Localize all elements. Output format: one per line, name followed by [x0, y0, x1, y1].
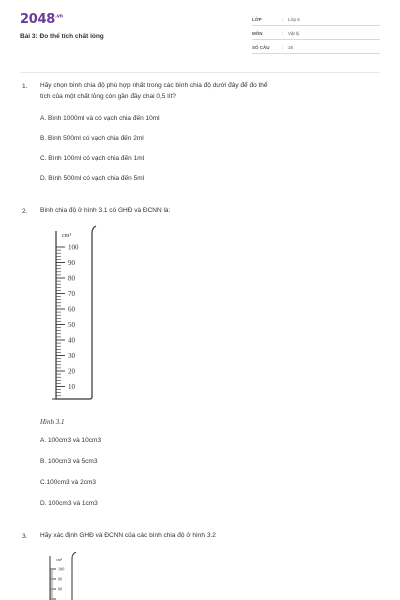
question-number: 3.	[22, 533, 28, 540]
scale-label: 80	[68, 274, 75, 283]
answer-option[interactable]: D. Bình 500ml có vạch chia đến 5ml	[40, 175, 145, 182]
scale-label: 60	[68, 305, 75, 314]
cylinder-unit-label: cm³	[56, 557, 63, 562]
worksheet-header	[0, 0, 400, 70]
scale-label: 30	[68, 351, 75, 360]
scale-label: 10	[68, 382, 75, 391]
cylinder-unit-label: cm³	[62, 233, 72, 239]
cylinder-scale-labels	[58, 566, 64, 591]
scale-label: 70	[68, 289, 75, 298]
answer-option[interactable]: C.100cm3 và 2cm3	[40, 479, 96, 486]
logo-tld: .vn	[54, 13, 63, 20]
logo-main: 2048	[20, 12, 55, 27]
scale-label: 100	[58, 566, 65, 572]
scale-label: 50	[68, 320, 75, 329]
lesson-title: Bài 3: Đo thể tích chất lỏng	[20, 33, 104, 40]
meta-value: Lớp 6	[288, 17, 300, 22]
meta-table	[252, 14, 380, 56]
scale-label: 20	[68, 367, 75, 376]
scale-label: 90	[58, 576, 63, 582]
meta-value: Vật lý	[288, 31, 300, 36]
meta-label: SỐ CÂU	[252, 45, 270, 50]
meta-colon: :	[282, 17, 284, 22]
answer-option[interactable]: A. Bình 1000ml và có vạch chia đến 10ml	[40, 115, 160, 122]
meta-row-class	[252, 14, 380, 26]
question-text-line: tích của một chất lỏng còn gần đầy chai 0,5 lít?	[40, 93, 176, 100]
meta-colon: :	[282, 45, 284, 50]
question-number: 2.	[22, 208, 28, 215]
cylinder-tick-marks	[50, 569, 56, 599]
question-text-line: Hãy chọn bình chia độ phù hợp nhất trong các bình chia độ dưới đây để đo thể	[40, 82, 268, 89]
scale-label: 90	[68, 258, 75, 267]
answer-option[interactable]: C. Bình 100ml có vạch chia đến 1ml	[40, 155, 145, 162]
cylinder-tick-marks	[56, 247, 65, 399]
question-text: Hãy xác định GHĐ và ĐCNN của các bình chia độ ở hình 3.2	[40, 532, 216, 539]
meta-colon: :	[282, 31, 284, 36]
answer-option[interactable]: A. 100cm3 và 10cm3	[40, 437, 102, 444]
meta-row-subject	[252, 28, 380, 40]
answer-option[interactable]: D. 100cm3 và 1cm3	[40, 500, 98, 507]
header-divider	[20, 72, 380, 73]
scale-label: 40	[68, 336, 75, 345]
meta-label: MÔN	[252, 31, 263, 36]
meta-value: 16	[288, 45, 294, 50]
graduated-cylinder-figure-3-2	[40, 552, 90, 600]
answer-option[interactable]: B. 100cm3 và 5cm3	[40, 458, 98, 465]
figure-caption: Hình 3.1	[40, 418, 65, 426]
cylinder-outline	[50, 552, 76, 600]
meta-label: LỚP	[252, 17, 262, 22]
cylinder-scale-labels	[68, 243, 79, 391]
graduated-cylinder-figure-3-1	[38, 225, 108, 405]
scale-label: 100	[68, 243, 79, 252]
cylinder-outline	[56, 226, 96, 399]
meta-row-question-count	[252, 42, 380, 54]
scale-label: 80	[58, 586, 63, 592]
question-text	[40, 80, 385, 102]
question-text: Bình chia độ ở hình 3.1 có GHĐ và ĐCNN là:	[40, 207, 171, 214]
question-number: 1.	[22, 83, 28, 90]
site-logo[interactable]	[20, 12, 63, 27]
answer-option[interactable]: B. Bình 500ml có vạch chia đến 2ml	[40, 135, 144, 142]
